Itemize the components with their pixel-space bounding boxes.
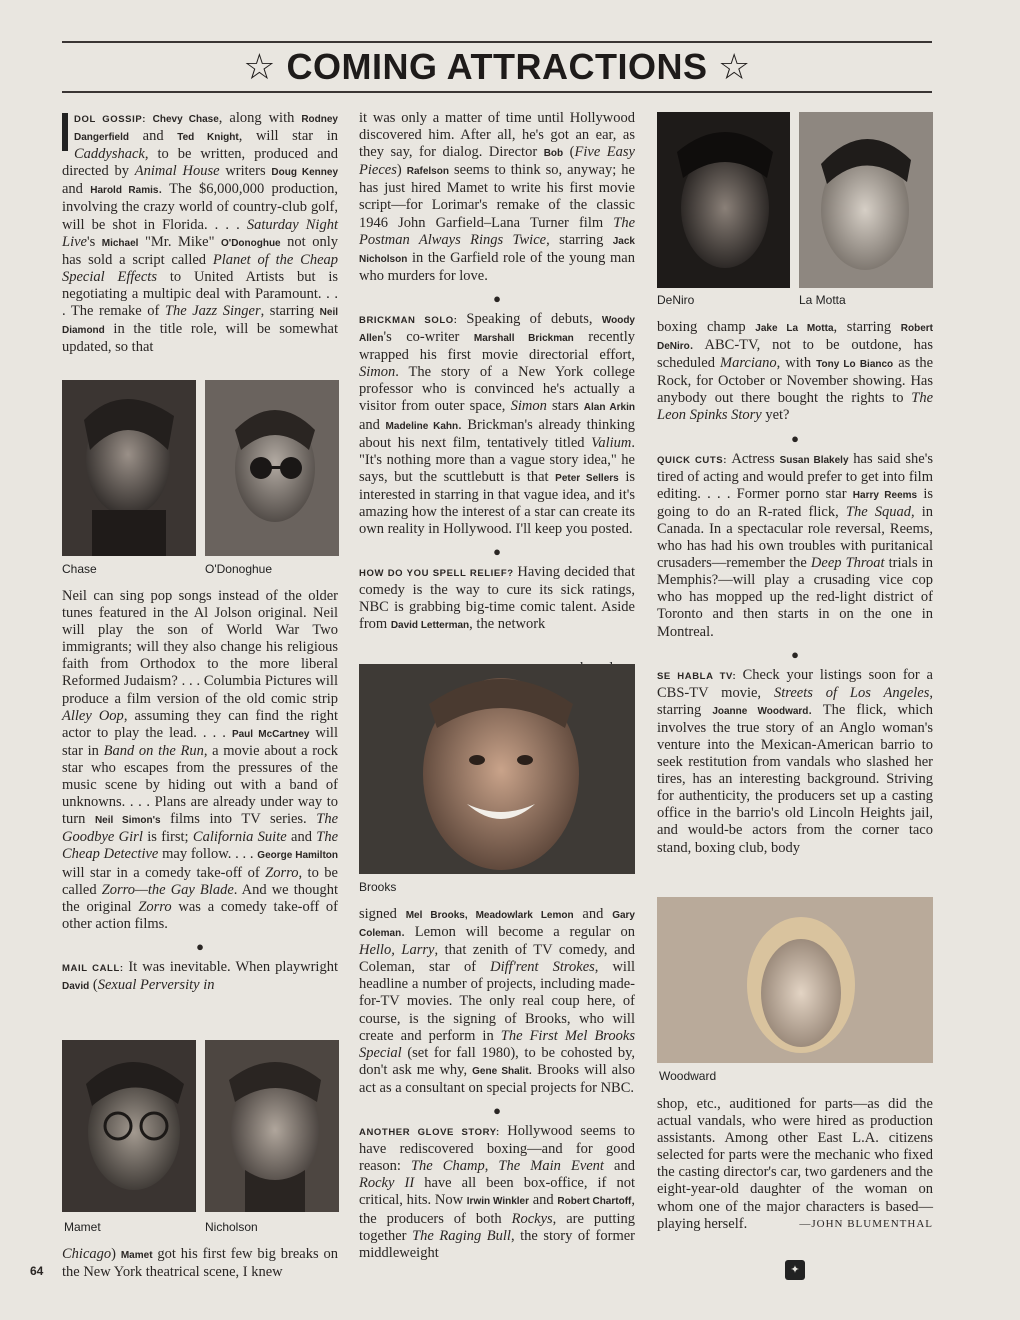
title-italic: The First Mel Brooks Special (359, 1027, 635, 1061)
title-italic: The Leon Spinks Story (657, 390, 933, 424)
caption-brooks: Brooks (359, 880, 397, 894)
text-run: , the network (469, 616, 546, 633)
text-run: 's (86, 233, 102, 250)
title-italic: Simon (359, 364, 396, 381)
rabbit-head-logo-icon: ✦ (785, 1260, 805, 1280)
text-run: in the Garfield role of the young man who murders for love. (359, 249, 635, 284)
title-italic: Animal House (134, 163, 220, 180)
text-run: is interested in starring in that vague idea, and it's amazing how the interest of a star can create its own reality in Hollywood. I'll keep you posted. (359, 468, 635, 538)
page-number: 64 (30, 1264, 44, 1278)
section-separator: ● (791, 430, 799, 446)
text-run: boxing champ (657, 319, 756, 335)
title-italic: The Goodbye Girl (62, 811, 339, 846)
title-italic: The Raging Bull (412, 1227, 511, 1244)
text-run: , that zenith of TV comedy, and Coleman, star of (359, 942, 635, 976)
text-run: ) (111, 1246, 121, 1262)
idol-gossip-paragraph (62, 110, 338, 356)
person-name: Michael (101, 237, 139, 249)
text-run: , starring (833, 319, 901, 335)
text-run: got his first few big breaks on the New York theatrical scene, I knew (62, 1246, 338, 1281)
se-habla-tv-paragraph (657, 667, 933, 857)
text-run: stars (546, 398, 584, 415)
person-name: Paul McCartney (231, 728, 310, 740)
person-name: Neil Diamond (62, 307, 338, 337)
person-name: Woody Allen (359, 314, 635, 345)
person-name: Ted Knight (177, 132, 239, 144)
odonoghue-photo (205, 380, 339, 556)
nbc-signings-paragraph (359, 906, 635, 1097)
text-run: "Mr. Mike" (138, 233, 222, 250)
title-italic: The Postman Always Rings Twice (359, 214, 635, 248)
person-name: Robert Chartoff (557, 1196, 632, 1208)
text-run: and (529, 1192, 558, 1209)
text-run: it was only a matter of time until Hollywood discovered him. After all, he's got an ear, as they say, for dialog. Director (359, 110, 635, 161)
person-name: Madeline Kahn (385, 420, 459, 432)
text-run: films into TV series. (160, 811, 317, 828)
text-run: , are putting together (359, 1210, 635, 1244)
person-name: Gary Coleman (359, 910, 635, 940)
drop-cap-i (62, 113, 68, 151)
title-italic: Valium (591, 434, 632, 451)
text-run: has said she's tired of acting and would prefer to get into film editing. . . . Former porno star (657, 450, 933, 502)
text-run: will star in (62, 724, 338, 759)
text-run: is first; (142, 829, 193, 846)
title-italic: Simon (510, 398, 547, 415)
column-3-top (657, 319, 933, 857)
text-run: , starring (657, 684, 933, 718)
text-run: , the story of former middleweight (359, 1227, 635, 1261)
text-run: have all been box-office, if not critical, hits. Now (359, 1175, 635, 1209)
column-2-top (359, 110, 635, 635)
title-italic: Saturday Night Live (62, 216, 338, 250)
woodward-continued-paragraph (657, 1096, 933, 1233)
text-run: 's co-writer (383, 329, 474, 346)
text-run: Check your listings soon for a CBS-TV movie, (657, 666, 933, 701)
person-name: Bob (543, 148, 564, 160)
text-run: (set for fall 1980), to be cohosted by, don't ask me why, (359, 1044, 635, 1078)
title-italic: Zorro (265, 864, 299, 881)
person-name: Tony Lo Bianco (816, 359, 894, 371)
person-name: Irwin Winkler (466, 1196, 530, 1208)
text-run: ) (396, 162, 407, 179)
column-2-bottom (359, 906, 635, 1262)
text-run: trials in Memphis?—will play a crusading vice cop who has mopped up the red-light district of Toronto and then starts in on the one in Montreal. (657, 555, 933, 640)
title-italic: Streets of Los Angeles (773, 684, 930, 701)
person-name: Peter Sellers (555, 472, 619, 484)
text-run: . And we thought the original (62, 881, 339, 915)
person-name: Jack Nicholson (359, 235, 635, 265)
deniro-photo (657, 112, 790, 288)
title-italic: Chicago (62, 1246, 112, 1262)
title-italic: Alley Oop (62, 707, 124, 724)
text-run: , will headline a number of projects, including made-for-TV movies. The only real coup here, of course, is the signing of Brooks, who will create and perform in (359, 959, 636, 1044)
text-run: and (62, 181, 91, 198)
person-name: Harry Reems (852, 489, 918, 501)
section-kicker: DOL GOSSIP: (74, 114, 153, 125)
person-name: Doug Kenney (271, 167, 339, 179)
title-italic: Zorro—the Gay Blade (101, 881, 234, 898)
section-kicker: QUICK CUTS: (657, 454, 732, 466)
title-italic: Diff'rent Strokes (490, 959, 595, 976)
author-signature: —JOHN BLUMENTHAL (799, 1217, 933, 1230)
caption-odonoghue: O'Donoghue (205, 562, 273, 576)
text-run: , to be called (62, 864, 338, 898)
text-run: . Brickman's already thinking about his next film, tentatively titled (359, 416, 635, 451)
text-run: to United Artists but is negotiating a multipic deal with Paramount. . . . The remake of (62, 268, 338, 320)
person-name: David Letterman (390, 620, 470, 632)
woodward-photo (657, 897, 933, 1063)
text-run: ( (89, 976, 98, 993)
title-italic: The Champ (410, 1158, 485, 1175)
text-run: and (603, 1158, 635, 1175)
person-name: Susan Blakely (779, 454, 849, 466)
text-run: recently wrapped his first movie directorial effort, (359, 329, 635, 364)
text-run: as the Rock, for October or November showing. Has anybody out there bought the rights to (657, 355, 934, 407)
person-name: David (62, 980, 90, 992)
title-italic: The Squad (845, 503, 911, 520)
section-kicker: MAIL CALL: (62, 962, 129, 974)
title-rule-bottom (62, 91, 932, 93)
caption-deniro: DeNiro (657, 293, 695, 307)
text-run: , will star in (238, 128, 338, 145)
spell-relief-paragraph (359, 564, 635, 634)
title-italic: Band on the Run (103, 742, 204, 759)
column-1-middle (62, 588, 338, 995)
chase-photo (62, 380, 196, 556)
title-italic: The Cheap Detective (62, 829, 339, 863)
text-run: , in Canada. In a spectacular role reversal, Reems, who has had his own troubles with puritanical crusaders—remember the (657, 503, 934, 572)
text-run: signed (359, 906, 406, 922)
section-kicker: HOW DO YOU SPELL RELIEF? (359, 568, 518, 580)
section-kicker: BRICKMAN SOLO: (359, 314, 467, 326)
mail-call-paragraph (62, 959, 338, 995)
section-kicker: ANOTHER GLOVE STORY: (359, 1127, 508, 1139)
column-3-bottom (657, 1096, 933, 1233)
caption-chase: Chase (62, 562, 97, 576)
text-run: Speaking of debuts, (466, 310, 602, 327)
text-run: not only has sold a script called (62, 233, 338, 268)
text-run: writers (219, 163, 272, 180)
column-1-bottom (62, 1246, 338, 1281)
brickman-solo-paragraph (359, 311, 635, 538)
text-run: , starring (260, 303, 320, 320)
text-run: and (129, 128, 178, 145)
title-italic: Five Easy Pieces (359, 144, 635, 179)
text-run: Hollywood seems to have rediscovered boxing—and for good reason: (359, 1123, 635, 1175)
person-name: Neil Simon's (94, 815, 161, 827)
person-name: Mamet (120, 1250, 153, 1261)
person-name: Jake La Motta (755, 323, 834, 334)
text-run: Having decided that comedy is the way to cure its sick ratings, NBC is grabbing big-time comic talent. Aside from (359, 564, 636, 633)
caption-mamet: Mamet (64, 1220, 101, 1234)
person-name: Alan Arkin (583, 402, 635, 414)
person-name: Gene Shalit (472, 1065, 529, 1077)
title-italic: Caddyshack (74, 146, 145, 163)
title-italic: The Main Event (498, 1158, 604, 1175)
caption-nicholson: Nicholson (205, 1220, 258, 1234)
mamet-continued-paragraph (62, 1246, 338, 1281)
title-italic: Rocky II (359, 1175, 415, 1192)
mamet-hollywood-paragraph (359, 110, 635, 285)
person-name: Mel Brooks, Meadowlark Lemon (405, 910, 574, 921)
text-run: . ABC-TV, not to be outdone, has scheduled (657, 337, 933, 372)
quick-cuts-paragraph (657, 451, 933, 641)
section-separator: ● (493, 544, 501, 560)
text-run: yet? (761, 407, 790, 424)
person-name: George Hamilton (257, 850, 338, 862)
text-run: It was inevitable. When playwright (128, 958, 338, 975)
text-run: , a movie about a rock star who escapes from the pressures of the music scene by hiding out with a band of unknowns. . . . Plans are already under way to turn (62, 742, 338, 828)
title-italic: Deep Throat (810, 555, 885, 572)
text-run: . The $6,000,000 production, involving the crazy world of country-club golf, will be shot in Florida. . . . (62, 181, 339, 233)
person-name: Harold Ramis (90, 185, 159, 197)
title-rule-top (62, 41, 932, 43)
title-italic: Hello, Larry (359, 942, 435, 959)
person-name: Joanne Woodward (712, 705, 809, 717)
text-run: in the title role, will be somewhat updated, so that (62, 321, 338, 356)
brooks-photo (359, 664, 635, 874)
title-italic: The Jazz Singer (164, 303, 261, 320)
lamotta-photo (799, 112, 933, 288)
nicholson-photo (205, 1040, 339, 1212)
text-run: seems to think so, anyway; he has just hired Mamet to write his first movie script—for Lorimar's remake of the classic 1946 John Garfield–Lana Turner film (359, 162, 635, 231)
person-name: Marshall Brickman (473, 333, 574, 345)
section-separator: ● (791, 646, 799, 662)
title-italic: Sexual Perversity in (97, 976, 215, 993)
section-kicker: SE HABLA TV: (657, 670, 743, 682)
glove-story-paragraph (359, 1123, 635, 1262)
text-run: . The story of a New York college professor who is convinced he's actually a visitor from outer space, (359, 364, 635, 415)
text-run: , (484, 1158, 499, 1175)
page-title: ☆ COMING ATTRACTIONS ☆ (243, 46, 751, 87)
section-separator: ● (196, 938, 204, 954)
person-name: Robert DeNiro (657, 323, 934, 353)
text-run: , to be written, produced and directed by (62, 146, 338, 180)
text-run: and (286, 829, 317, 846)
text-run: was a comedy take-off of other action films. (62, 898, 338, 932)
text-run: and (573, 906, 613, 922)
text-run: , with (776, 355, 817, 372)
text-run: . Lemon will become a regular on (401, 924, 635, 941)
text-run: is going to do an R-rated flick, (657, 485, 933, 520)
text-run: and (359, 416, 386, 433)
caption-woodward: Woodward (659, 1069, 717, 1083)
person-name: O'Donoghue (221, 237, 281, 249)
text-run: Actress (731, 450, 780, 467)
text-run: shop, etc., auditioned for parts—as did the actual vandals, who were hired as production assistants. Among other East L.A. citizens selected for parts were the mechanic who fixed the casting director's car, two gardeners and the eight-year-old daughter of the woman on whom one of the major characters is based—playing herself. (657, 1096, 933, 1232)
column-1-top (62, 110, 338, 356)
text-run: , starring (546, 231, 613, 248)
neil-diamond-paragraph (62, 588, 338, 933)
title-italic: Marciano (720, 355, 777, 372)
person-name: Rafelson (406, 166, 449, 178)
text-run: , the producers of both (359, 1192, 635, 1227)
caption-lamotta: La Motta (799, 293, 846, 307)
text-run: , along with (218, 110, 302, 126)
text-run: will star in a comedy take-off of (62, 864, 266, 881)
text-run: , assuming they can find the right actor to play the lead. . . . (62, 707, 339, 741)
title-italic: Planet of the Cheap Special Effects (62, 251, 339, 285)
title-italic: Zorro (138, 898, 172, 915)
text-run: ( (563, 144, 575, 161)
section-separator: ● (493, 290, 501, 306)
section-separator: ● (493, 1103, 501, 1119)
text-run: . "It's nothing more than a vague story idea," he says, but the scuttlebutt is that (359, 434, 635, 485)
person-name: Chevy Chase (152, 114, 219, 125)
text-run: may follow. . . . (158, 846, 258, 863)
text-run: Neil can sing pop songs instead of the older tunes featured in the Al Jolson original. Neil will play the son of World War Two immigrants; will they also change his religious faith from Orthodox to the more liberal Reformed Judaism? . . . Columbia Pictures will produce a film version of the old comic strip (62, 588, 338, 707)
person-name: Rodney Dangerfield (74, 114, 338, 144)
title-italic: Rockys (511, 1210, 553, 1227)
title-italic: California Suite (192, 829, 287, 846)
text-run: . Brooks will also act as a consultant on special projects for NBC. (359, 1061, 636, 1096)
text-run: . The flick, which involves the true story of an Anglo woman's venture into the Mexican-American barrio to seek restitution from vandals who slashed her tires, has an interesting background. Striving for authenticity, the producers set up a casting office in the barrio's old Lincoln Heights jail, and would-be actors from the corner taco stand, boxing club, body (657, 701, 933, 856)
la-motta-paragraph (657, 319, 933, 425)
mamet-photo (62, 1040, 196, 1212)
